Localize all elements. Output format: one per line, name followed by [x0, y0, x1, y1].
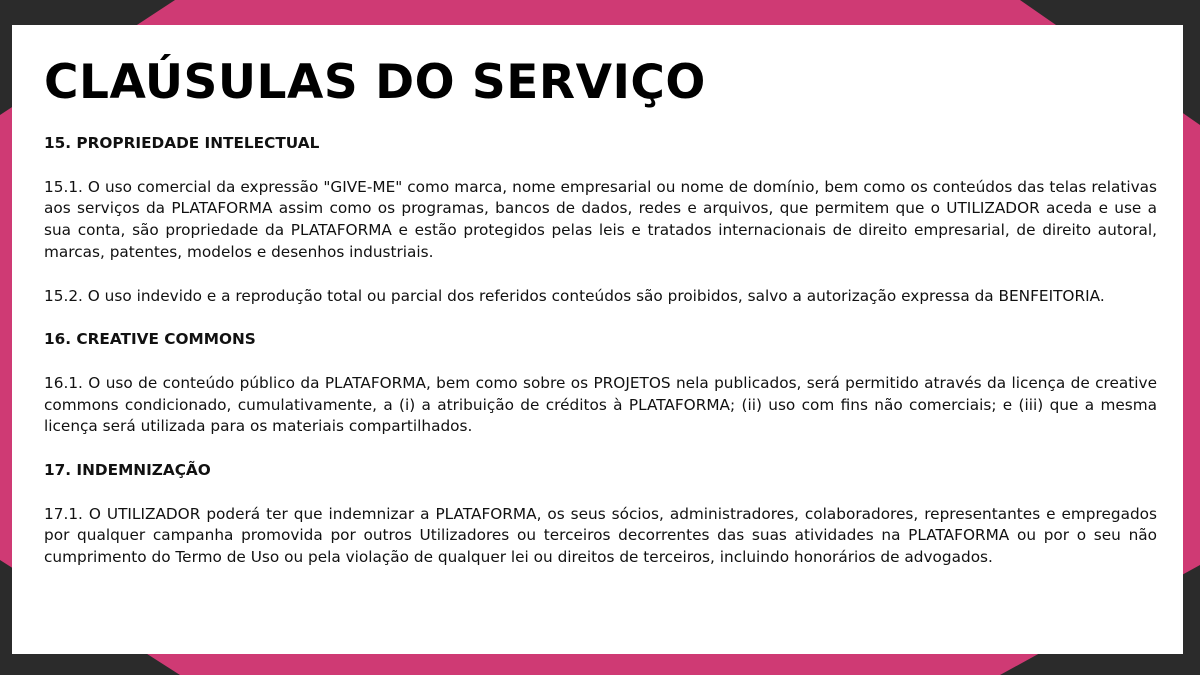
document-card — [12, 25, 1183, 654]
section-heading-17: 17. INDEMNIZAÇÃO — [44, 460, 211, 479]
section-heading-15: 15. PROPRIEDADE INTELECTUAL — [44, 134, 320, 152]
clause-16-1: 16.1. O uso de conteúdo público da PLATAFORMA, bem como sobre os PROJETOS nela publicados, será permitido através da licença de creative commons condicionado, cumulativamente, a (i) a atribuição de créditos à PLATAFORMA; (ii) uso com fins não comerciais; e (iii) que a mesma licença será utilizada para os materiais compartilhados. — [44, 373, 1157, 436]
clause-17-1: 17.1. O UTILIZADOR poderá ter que indemnizar a PLATAFORMA, os seus sócios, administradores, colaboradores, representantes e empregados por qualquer campanha promovida por outros Utilizadores ou terceiros decorrentes das suas atividades na PLATAFORMA ou por o seu não cumprimento do Termo de Uso ou pela violação de qualquer lei ou direitos de terceiros, incluindo honorários de advogados. — [44, 504, 1157, 567]
clause-15-1: 15.1. O uso comercial da expressão "GIVE-ME" como marca, nome empresarial ou nome de domínio, bem como os conteúdos das telas relativas aos serviços da PLATAFORMA assim como os programas, bancos de dados, redes e arquivos, que permitem que o UTILIZADOR aceda e use a sua conta, são propriedade da PLATAFORMA e estão protegidos pelas leis e tratados internacionais de direito empresarial, de direito autoral, marcas, patentes, modelos e desenhos industriais. — [44, 177, 1157, 261]
document-body — [44, 133, 1157, 569]
clause-15-2: 15.2. O uso indevido e a reprodução total ou parcial dos referidos conteúdos são proibidos, salvo a autorização expressa da BENFEITORIA. — [44, 286, 1105, 305]
section-heading-16: 16. CREATIVE COMMONS — [44, 330, 256, 349]
page-title: CLAÚSULAS DO SERVIÇO — [44, 55, 706, 110]
